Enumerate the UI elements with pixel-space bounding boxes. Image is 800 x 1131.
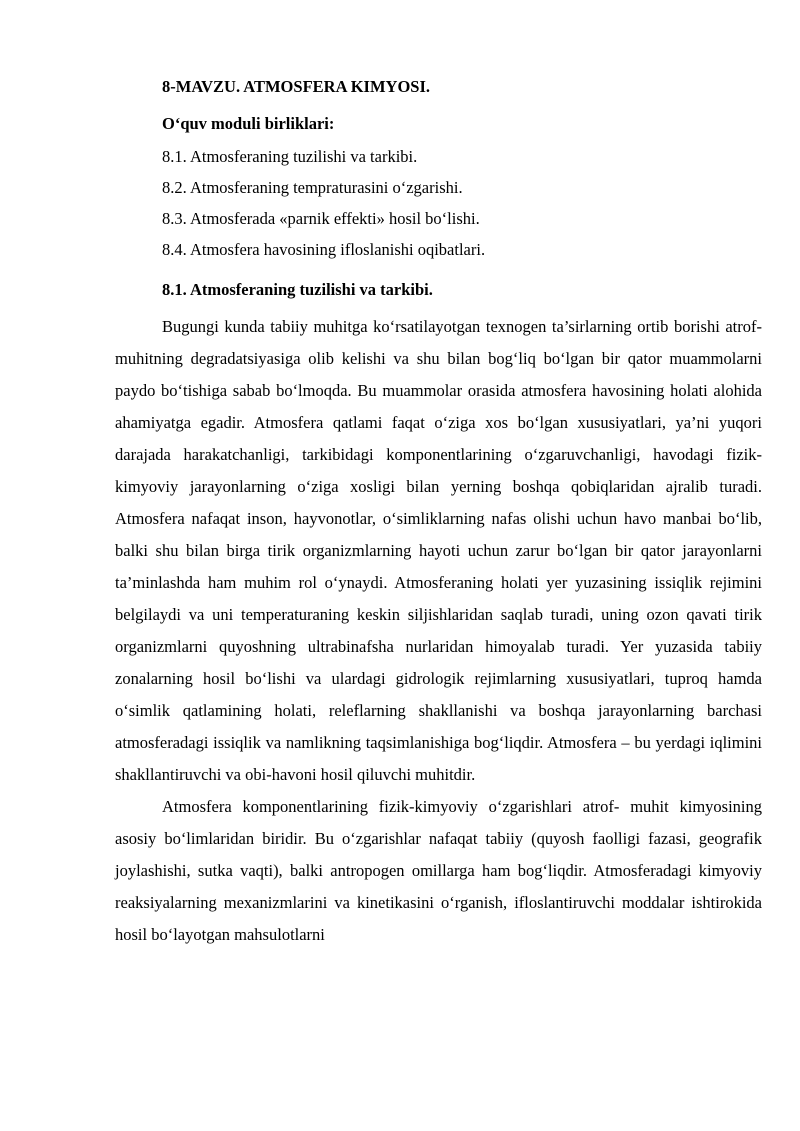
module-item: 8.2. Atmosferaning tempraturasini o‘zgarishi. — [162, 178, 463, 197]
section-title: 8.1. Atmosferaning tuzilishi va tarkibi. — [162, 280, 433, 299]
document-body — [115, 76, 762, 951]
modules-label: O‘quv moduli birliklari: — [162, 114, 335, 133]
module-item: 8.1. Atmosferaning tuzilishi va tarkibi. — [162, 147, 418, 166]
module-item: 8.4. Atmosfera havosining ifloslanishi oqibatlari. — [162, 240, 486, 259]
body-paragraph: Atmosfera komponentlarining fizik-kimyoviy o‘zgarishlari atrof- muhit kimyosining asosiy bo‘limlaridan biridir. Bu o‘zgarishlar nafaqat tabiiy (quyosh faolligi fazasi, geografik joylashishi, sutka vaqti), balki antropogen omillarga ham bog‘liqdir. Atmosferadagi kimyoviy reaksiyalarning mexanizmlarini va kinetikasini o‘rganish, ifloslantiruvchi moddalar ishtirokida hosil bo‘layotgan mahsulotlarni — [115, 797, 762, 944]
body-paragraph: Bugungi kunda tabiiy muhitga ko‘rsatilayotgan texnogen ta’sirlarning ortib borishi atrof-muhitning degradatsiyasiga olib kelishi va shu bilan bog‘liq bo‘lgan bir qator muammolarni paydo bo‘tishiga sabab bo‘lmoqda. Bu muammolar orasida atmosfera havosining holati alohida ahamiyatga egadir. Atmosfera qatlami faqat o‘ziga xos bo‘lgan xususiyatlari, ya’ni yuqori darajada harakatchanligi, tarkibidagi komponentlarining o‘zgaruvchanligi, havodagi fizik- kimyoviy jarayonlarning o‘ziga xosligi bilan yerning boshqa qobiqlaridan ajralib turadi. Atmosfera nafaqat inson, hayvonotlar, o‘simliklarning nafas olishi uchun havo manbai bo‘lib, balki shu bilan birga tirik organizmlarning hayoti uchun zarur bo‘lgan bir qator jarayonlarni ta’minlashda ham muhim rol o‘ynaydi. Atmosferaning holati yer yuzasining issiqlik rejimini belgilaydi va uni temperaturaning keskin siljishlaridan saqlab turadi, uning ozon qavati tirik organizmlarni quyoshning ultrabinafsha nurlaridan himoyalab turadi. Yer yuzasida tabiiy zonalarning hosil bo‘lishi va ulardagi gidrologik rejimlarning xususiyatlari, tuproq hamda o‘simlik qatlamining holati, releflarning shakllanishi va boshqa jarayonlarning barchasi atmosferadagi issiqlik va namlikning taqsimlanishiga bog‘liqdir. Atmosfera – bu yerdagi iqlimini shakllantiruvchi va obi-havoni hosil qiluvchi muhitdir. — [115, 317, 762, 784]
module-item: 8.3. Atmosferada «parnik effekti» hosil bo‘lishi. — [162, 209, 480, 228]
module-list — [162, 146, 762, 261]
topic-title: 8-MAVZU. ATMOSFERA KIMYOSI. — [162, 77, 430, 96]
